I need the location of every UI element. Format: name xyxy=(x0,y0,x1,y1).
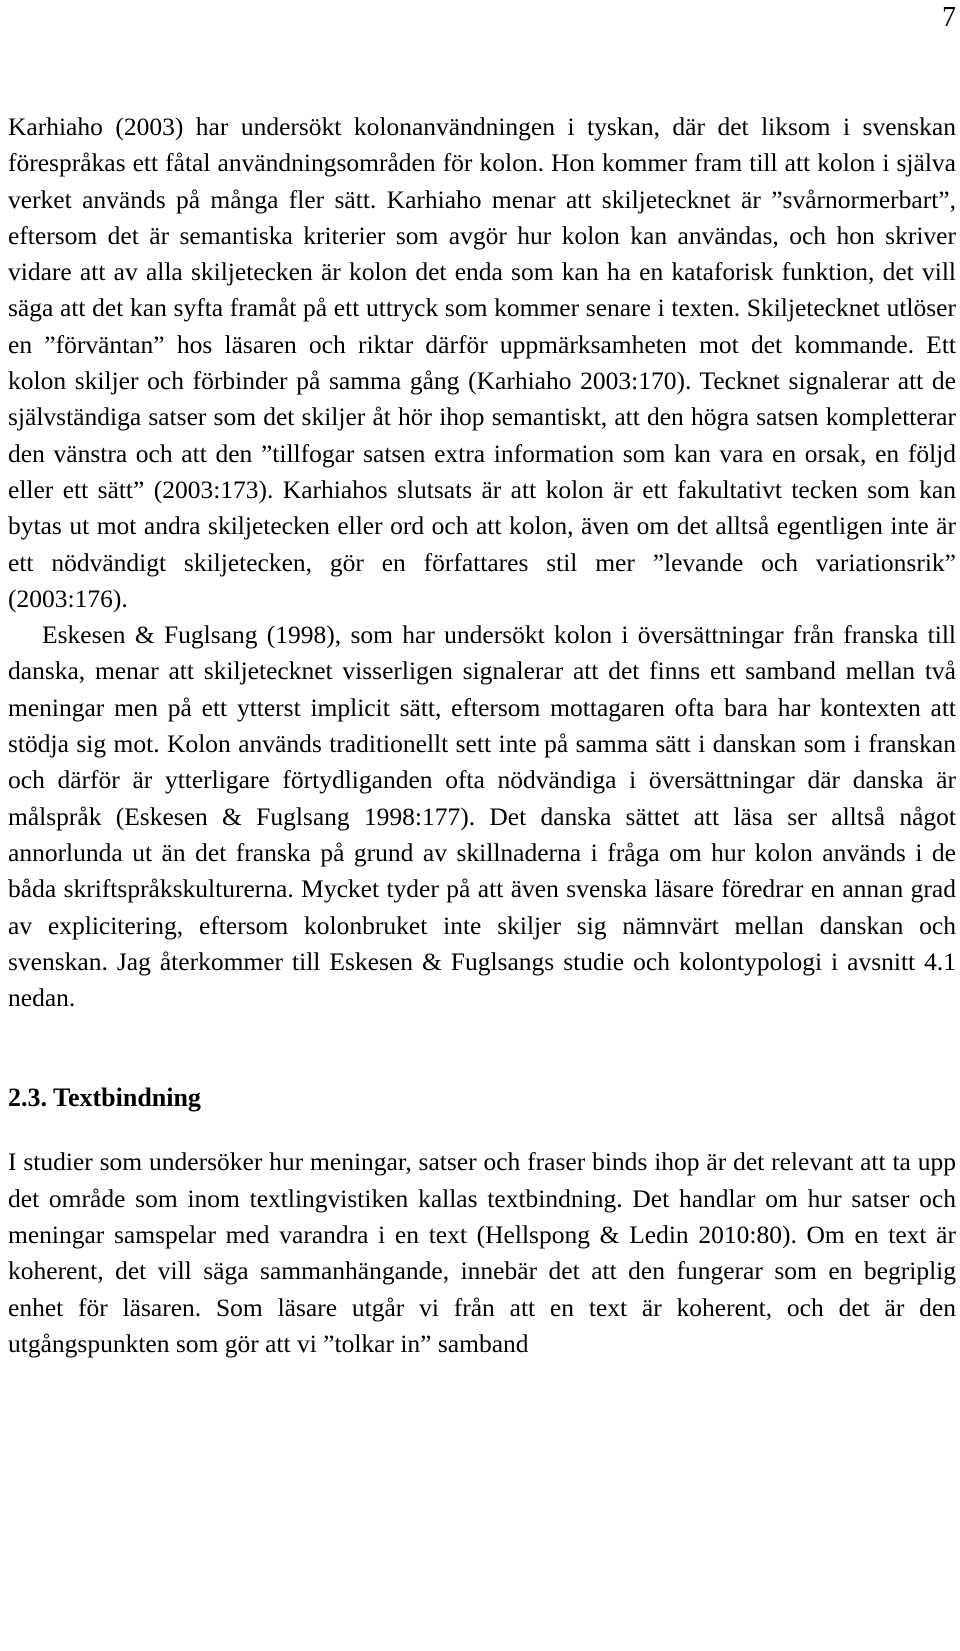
section-heading: 2.3. Textbindning xyxy=(8,1083,201,1113)
paragraph-eskesen-fuglsang: Eskesen & Fuglsang (1998), som har undersökt kolon i översättningar från franska till danska, menar att skiljetecknet visserligen signalerar att det finns ett samband mellan två meningar men på ett ytterst implicit sätt, eftersom mottagaren ofta bara har kontexten att stödja sig mot. Kolon används traditionellt sett inte på samma sätt i danskan som i franskan och därför är ytterligare förtydliganden ofta nödvändiga i översättningar där danska är målspråk (Eskesen & Fuglsang 1998:177). Det danska sättet att läsa ser alltså något annorlunda ut än det franska på grund av skillnaderna i fråga om hur kolon används i de båda skriftspråkskulturerna. Mycket tyder på att även svenska läsare föredrar en annan grad av explicitering, eftersom kolonbruket inte skiljer sig nämnvärt mellan danskan och svenskan. Jag återkommer till Eskesen & Fuglsangs studie och kolontypologi i avsnitt 4.1 nedan. xyxy=(8,620,956,1013)
document-body xyxy=(8,109,956,1362)
paragraph-textbindning: I studier som undersöker hur meningar, satser och fraser binds ihop är det relevant att ta upp det område som inom textlingvistiken kallas textbindning. Det handlar om hur satser och meningar samspelar med varandra i en text (Hellspong & Ledin 2010:80). Om en text är koherent, det vill säga sammanhängande, innebär det att den fungerar som en begriplig enhet för läsaren. Som läsare utgår vi från att en text är koherent, och det är den utgångspunkten som gör att vi ”tolkar in” samband xyxy=(8,1147,956,1358)
page-number: 7 xyxy=(942,2,956,33)
paragraph-karhiaho: Karhiaho (2003) har undersökt kolonanvändningen i tyskan, där det liksom i svenskan förespråkas ett fåtal användningsområden för kolon. Hon kommer fram till att kolon i själva verket används på många fler sätt. Karhiaho menar att skiljetecknet är ”svårnormerbart”, eftersom det är semantiska kriterier som avgör hur kolon kan användas, och hon skriver vidare att av alla skiljetecken är kolon det enda som kan ha en kataforisk funktion, det vill säga att det kan syfta framåt på ett uttryck som kommer senare i texten. Skiljetecknet utlöser en ”förväntan” hos läsaren och riktar därför uppmärksamheten mot det kommande. Ett kolon skiljer och förbinder på samma gång (Karhiaho 2003:170). Tecknet signalerar att de självständiga satser som det skiljer åt hör ihop semantiskt, att den högra satsen kompletterar den vänstra och att den ”tillfogar satsen extra information som kan vara en orsak, en följd eller ett sätt” (2003:173). Karhiahos slutsats är att kolon är ett fakultativt tecken som kan bytas ut mot andra skiljetecken eller ord och att kolon, även om det alltså egentligen inte är ett nödvändigt skiljetecken, gör en författares stil mer ”levande och variationsrik” (2003:176). xyxy=(8,112,956,613)
